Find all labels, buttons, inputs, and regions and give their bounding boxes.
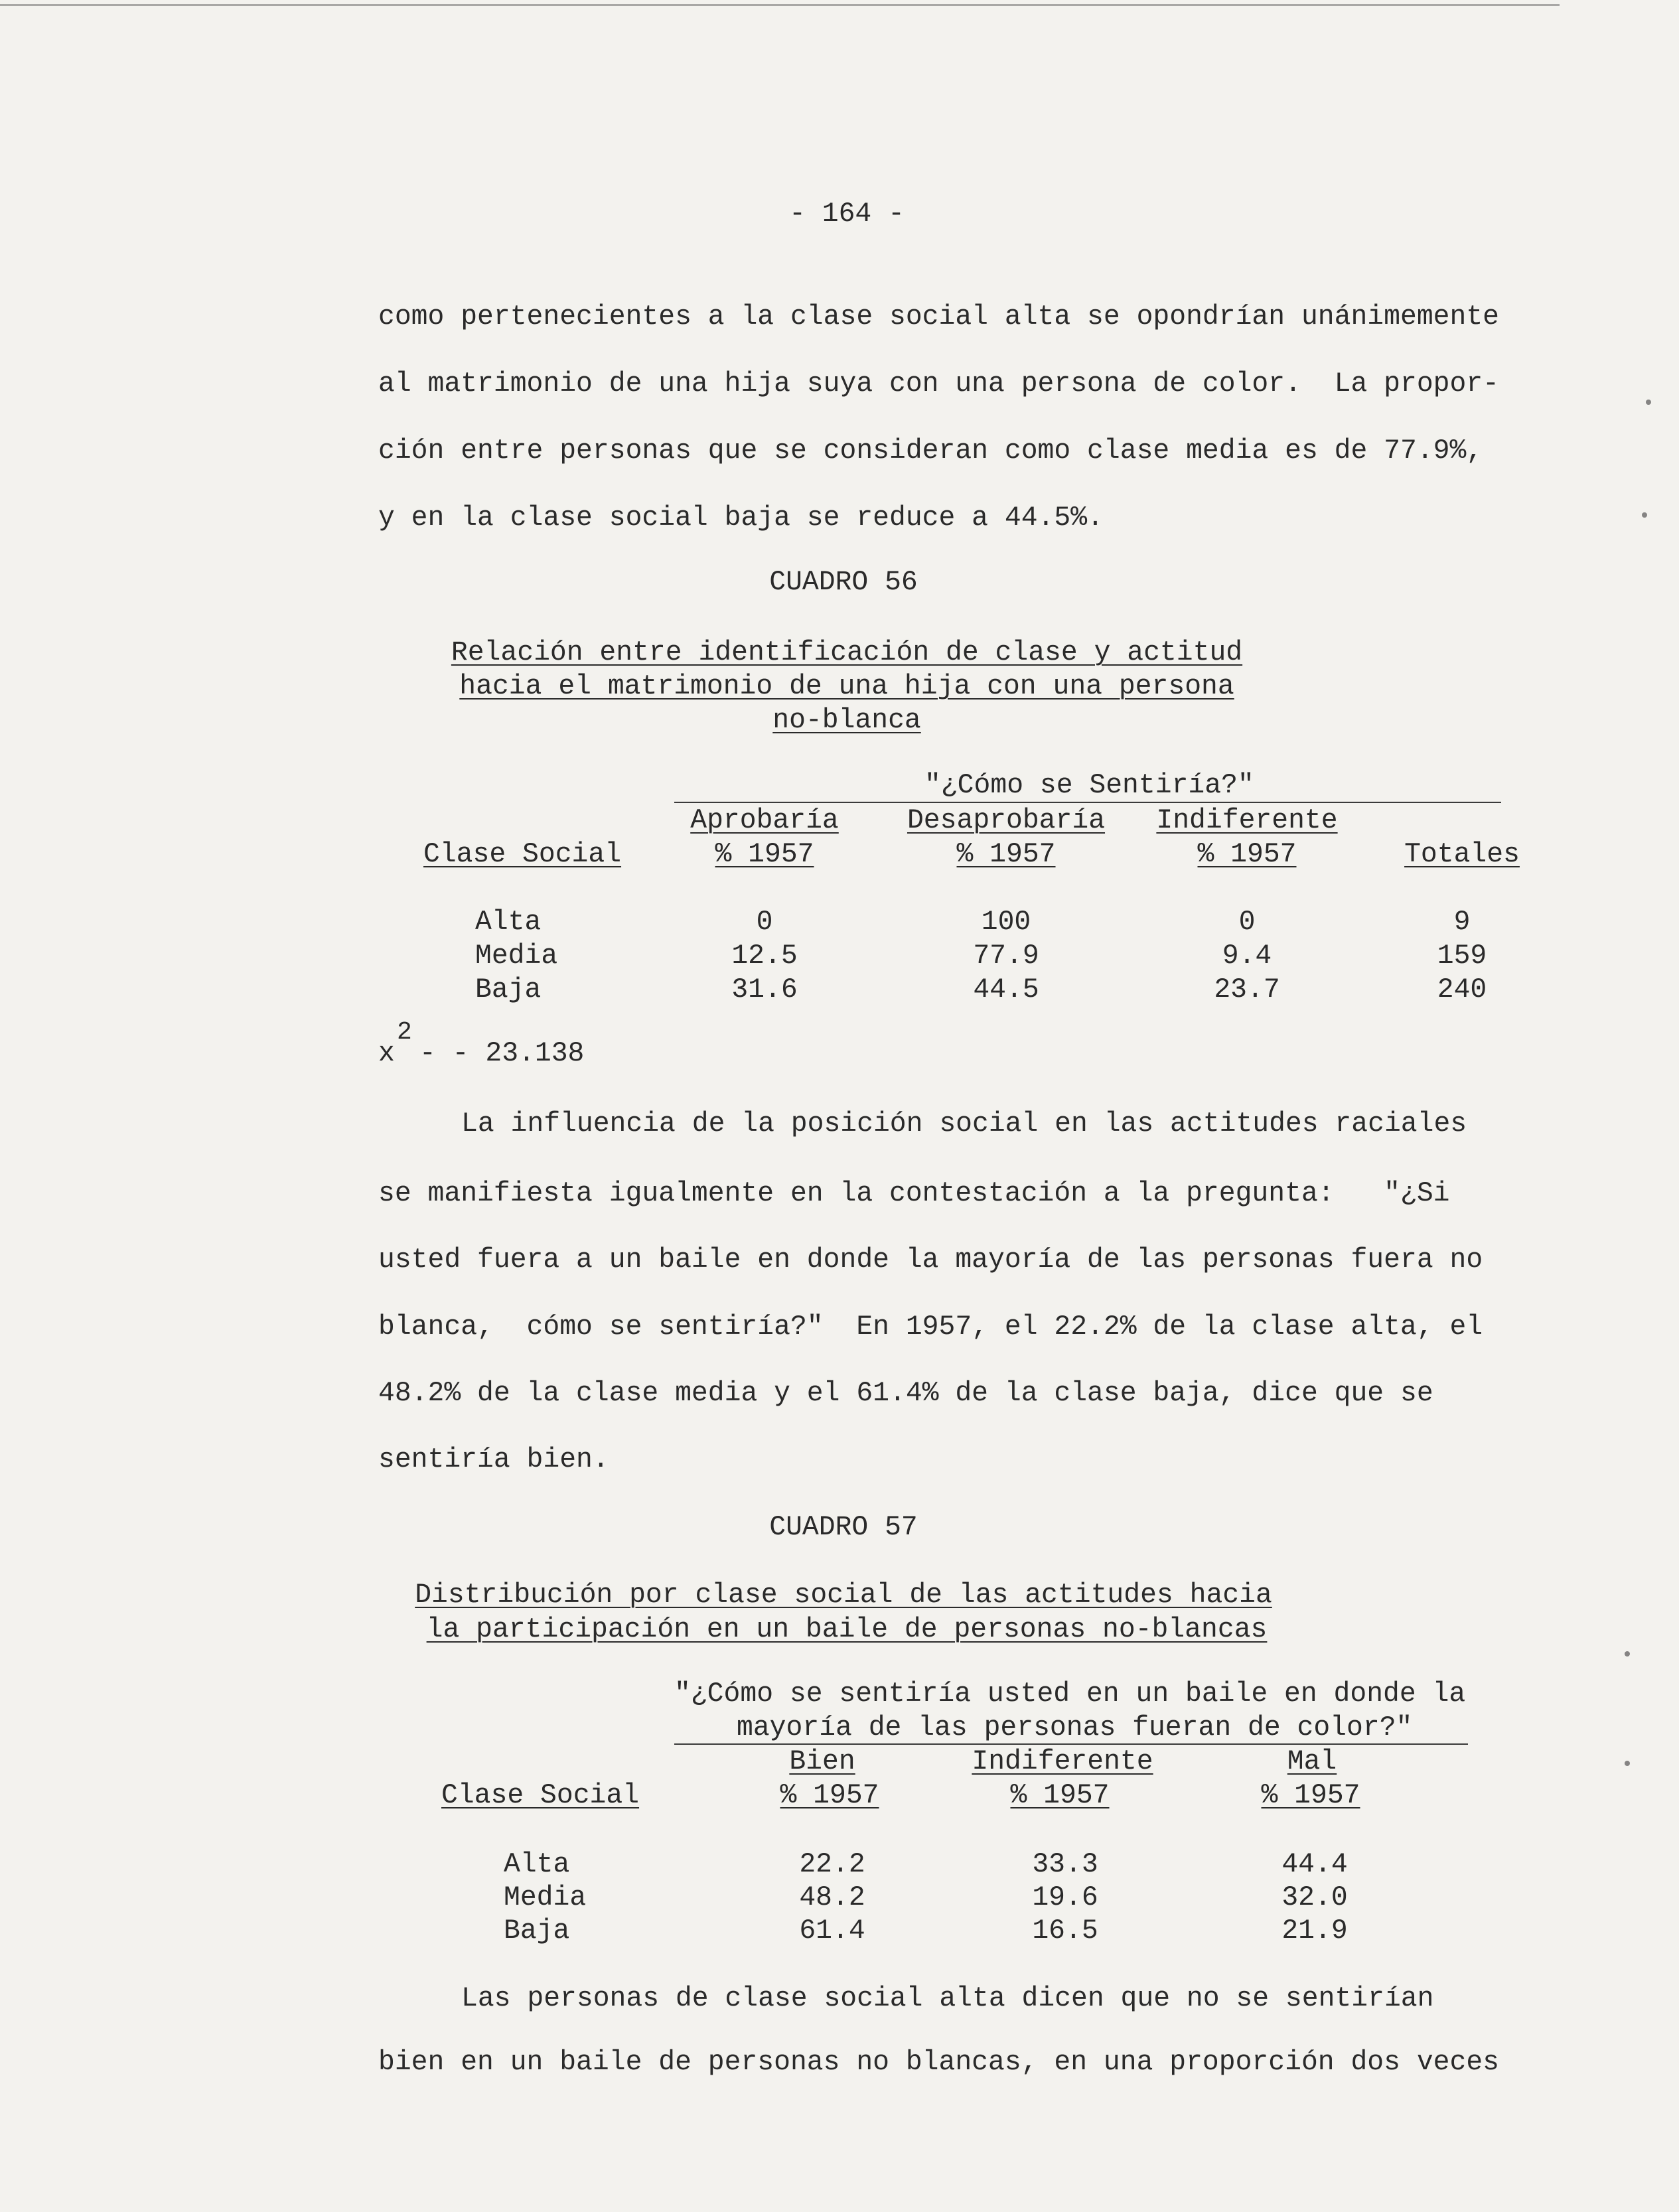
row-label: Alta (504, 1850, 570, 1880)
table-cell: 23.7 (1214, 975, 1280, 1005)
totals-header: Totales (1404, 840, 1520, 870)
paragraph-line: y en la clase social baja se reduce a 44.5%. (378, 503, 1104, 534)
scan-mark (1625, 1761, 1630, 1766)
column-subheader: % 1957 (1261, 1781, 1360, 1811)
table-cell: 33.3 (1032, 1850, 1098, 1880)
column-subheader: % 1957 (956, 840, 1056, 870)
table-title-line: no-blanca (772, 705, 921, 736)
table-total: 9 (1453, 907, 1471, 938)
table-cell: 44.5 (973, 975, 1039, 1005)
table-cell: 100 (981, 907, 1031, 938)
column-header: Mal (1287, 1747, 1337, 1777)
column-header: Indiferente (1156, 806, 1338, 836)
column-subheader: % 1957 (715, 840, 814, 870)
paragraph-line: blanca, cómo se sentiría?" En 1957, el 22.2% de la clase alta, el (378, 1312, 1483, 1343)
paragraph-line: 48.2% de la clase media y el 61.4% de la clase baja, dice que se (378, 1378, 1433, 1409)
row-label: Media (504, 1883, 587, 1913)
table-cell: 44.4 (1281, 1850, 1348, 1880)
table-total: 159 (1437, 941, 1487, 972)
table-title-line: hacia el matrimonio de una hija con una persona (459, 672, 1234, 702)
table-cell: 48.2 (799, 1883, 865, 1913)
paragraph-line: ción entre personas que se consideran como clase media es de 77.9%, (378, 436, 1483, 467)
table-label: CUADRO 57 (769, 1512, 918, 1543)
column-header: Bien (789, 1747, 855, 1777)
scan-mark (1642, 512, 1647, 518)
table-cell: 22.2 (799, 1850, 865, 1880)
paragraph-line: se manifiesta igualmente en la contestación a la pregunta: "¿Si (378, 1179, 1450, 1209)
table-cell: 12.5 (731, 941, 798, 972)
header-rule (674, 1743, 1468, 1745)
page-number: - 164 - (789, 199, 905, 230)
table-title-line: la participación en un baile de personas no-blancas (426, 1615, 1268, 1645)
column-header: Indiferente (972, 1747, 1153, 1777)
table-cell: 32.0 (1281, 1883, 1348, 1913)
chi-exponent: 2 (397, 1018, 412, 1047)
row-label: Baja (504, 1916, 570, 1947)
table-title-line: Distribución por clase social de las actitudes hacia (415, 1580, 1272, 1611)
header-rule (674, 802, 1501, 803)
table-cell: 21.9 (1281, 1916, 1348, 1947)
column-header: Desaprobaría (907, 806, 1106, 836)
column-subheader: % 1957 (1010, 1781, 1110, 1811)
column-header: Aprobaría (690, 806, 839, 836)
table-question-line: mayoría de las personas fueran de color?" (737, 1713, 1413, 1743)
row-label: Baja (475, 975, 542, 1005)
paragraph-line: bien en un baile de personas no blancas, en una proporción dos veces (378, 2047, 1500, 2078)
table-total: 240 (1437, 975, 1487, 1005)
table-cell: 0 (1238, 907, 1256, 938)
table-cell: 31.6 (731, 975, 798, 1005)
row-label: Media (475, 941, 558, 972)
table-cell: 16.5 (1032, 1916, 1098, 1947)
scan-mark (1646, 400, 1651, 405)
table-cell: 0 (756, 907, 773, 938)
table-title-line: Relación entre identificación de clase y actitud (451, 638, 1243, 668)
column-subheader: % 1957 (1197, 840, 1297, 870)
chi-value: - - 23.138 (419, 1039, 585, 1069)
table-cell: 61.4 (799, 1916, 865, 1947)
row-header: Clase Social (423, 840, 622, 870)
table-cell: 77.9 (973, 941, 1039, 972)
row-label: Alta (475, 907, 542, 938)
paragraph-line: como pertenecientes a la clase social alta se opondrían unánimemente (378, 302, 1500, 332)
paragraph-line: al matrimonio de una hija suya con una persona de color. La propor- (378, 369, 1500, 400)
column-subheader: % 1957 (780, 1781, 879, 1811)
paragraph-line: La influencia de la posición social en las actitudes raciales (461, 1109, 1467, 1140)
paragraph-line: sentiría bien. (378, 1445, 609, 1475)
table-label: CUADRO 56 (769, 567, 918, 598)
scan-mark (1625, 1651, 1630, 1657)
table-question-line: "¿Cómo se sentiría usted en un baile en donde la (674, 1679, 1466, 1710)
table-cell: 19.6 (1032, 1883, 1098, 1913)
scan-edge-line (0, 4, 1560, 6)
row-header: Clase Social (441, 1781, 640, 1811)
chi-symbol: x (378, 1039, 395, 1069)
table-cell: 9.4 (1222, 941, 1272, 972)
paragraph-line: usted fuera a un baile en donde la mayoría de las personas fuera no (378, 1245, 1483, 1276)
table-question: "¿Cómo se Sentiría?" (924, 771, 1254, 801)
paragraph-line: Las personas de clase social alta dicen que no se sentirían (461, 1984, 1434, 2014)
